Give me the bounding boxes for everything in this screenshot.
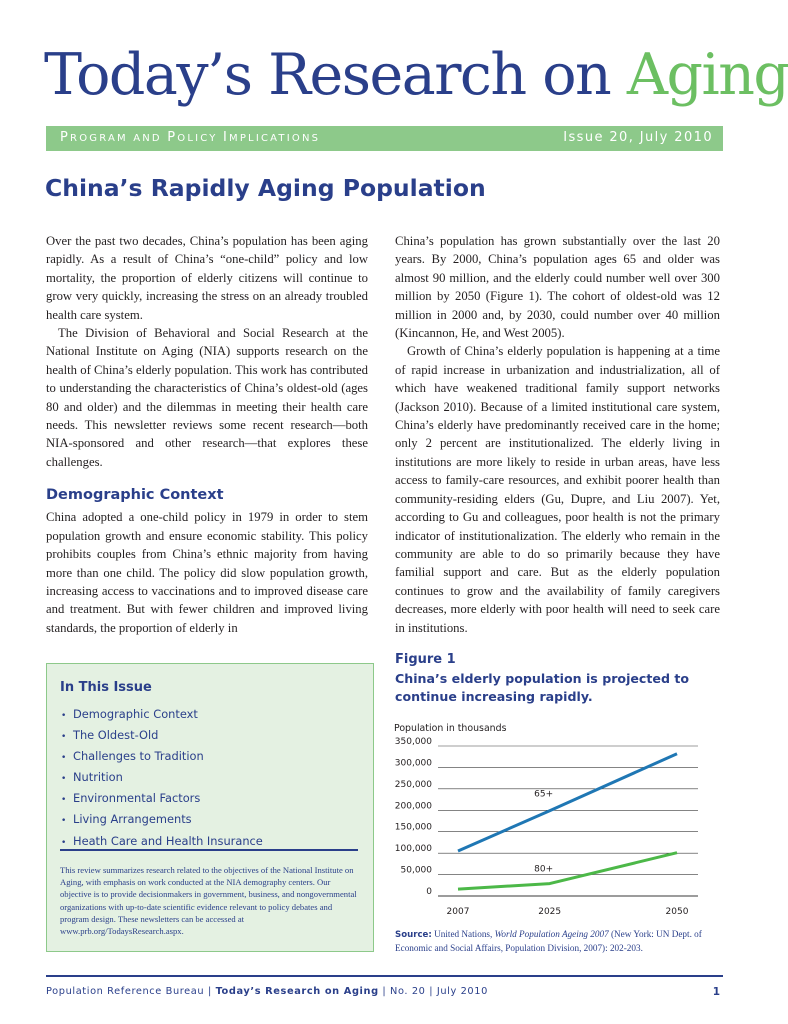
in-this-issue-item-label: The Oldest-Old (73, 728, 159, 743)
footer (46, 986, 488, 997)
in-this-issue-box (46, 663, 374, 952)
bullet-icon: • (61, 732, 67, 743)
series-line (458, 853, 677, 889)
figure-caption: China’s elderly population is projected to continue increasing rapidly. (395, 671, 690, 704)
paragraph: China’s population has grown substantially over the last 20 years. By 2000, China’s population ages 65 and older was almost 90 million, and the elderly could number well over 300 million by 2050 (Figure 1). The cohort of oldest-old was 12 million in 2000 and, by 2030, could number over 40 million (Kincannon, He, and West 2005). (395, 234, 720, 341)
masthead-main: Today’s Research on (44, 42, 611, 108)
y-tick-label: 300,000 (394, 758, 432, 769)
paragraph: The Division of Behavioral and Social Research at the National Institute on Aging (NIA) supports research on the health of China’s elderly population. This work has contributed to understanding the characteristics of China’s oldest-old (ages 80 and older) and the dilemmas in meeting their health care needs. This newsletter reviews some recent research—both NIA-sponsored and other research—that explores these challenges. (46, 326, 368, 469)
masthead-title (44, 40, 788, 110)
source-text: United Nations, (434, 929, 493, 939)
bullet-icon: • (61, 753, 67, 764)
page-number: 1 (712, 986, 720, 998)
footer-org: Population Reference Bureau (46, 986, 205, 997)
banner-word: MPLICATIONS (229, 133, 321, 144)
in-this-issue-item (61, 789, 263, 810)
footer-issue-number: No. 20 (390, 986, 426, 997)
in-this-issue-note: This review summarizes research related to the objectives of the National Institute on Aging, with emphasis on work conducted at the NIA demography centers. Our objective is to provide decisionmakers in government, business, and nongovernmental organizations with up-to-date scientific evidence relevant to policy debates and program design. These newsletters can be accessed at www.prb.org/TodaysResearch.aspx. (60, 865, 357, 937)
y-axis-label: Population in thousands (394, 723, 507, 734)
page-title: China’s Rapidly Aging Population (45, 174, 486, 202)
y-tick-label: 200,000 (394, 801, 432, 812)
bullet-icon: • (61, 774, 67, 785)
in-this-issue-item (61, 705, 263, 726)
series-label: 80+ (534, 864, 554, 875)
banner-initial: I (222, 130, 229, 145)
in-this-issue-item-label: Environmental Factors (73, 791, 201, 806)
footer-date: July 2010 (436, 986, 488, 997)
in-this-issue-list (61, 705, 263, 853)
in-this-issue-title: In This Issue (60, 680, 152, 695)
masthead-accent: Aging (626, 42, 788, 108)
population-line-chart (390, 718, 720, 923)
footer-divider (46, 975, 723, 977)
left-column (46, 232, 368, 637)
y-tick-label: 100,000 (394, 844, 432, 855)
banner-initial: P (167, 130, 178, 145)
banner (46, 126, 723, 151)
source-label: Source: (395, 930, 432, 940)
x-tick-label: 2050 (665, 907, 689, 917)
figure-source (395, 928, 725, 954)
in-this-issue-item (61, 726, 263, 747)
bullet-icon: • (61, 837, 67, 848)
in-this-issue-item-label: Nutrition (73, 770, 123, 785)
x-tick-label: 2007 (446, 907, 470, 917)
in-this-issue-item-label: Living Arrangements (73, 812, 192, 827)
series-line (458, 754, 677, 851)
y-tick-label: 150,000 (394, 822, 432, 833)
banner-word: ROGRAM AND (70, 133, 168, 144)
in-this-issue-item (61, 747, 263, 768)
in-this-issue-item (61, 768, 263, 789)
series-label: 65+ (534, 789, 554, 800)
footer-separator: | (429, 986, 434, 997)
figure-label: Figure 1 (395, 652, 456, 667)
right-column (395, 232, 720, 637)
bullet-icon: • (61, 816, 67, 827)
paragraph: China adopted a one-child policy in 1979 in order to stem population growth and ensure economic stability. This policy prohibits couples from China’s ethnic majority from having more than one child. The policy did slow population growth, increasing access to vaccinations and to improved disease care and treatment. But with fewer children and improved living standards, the proportion of elderly in (46, 510, 368, 635)
paragraph: Growth of China’s elderly population is happening at a time of rapid increase in urbanization and industrialization, all of which have weakened traditional family support networks (Jackson 2010). Because of a limited institutional care system, China’s elderly have predominantly received care in the home; only 2 percent are institutionalized. The elderly living in institutions are more likely to reside in urban areas, have less access to family-care resources, and exhibit poorer health than community-residing elders (Gu, Dupre, and Liu 2007). Yet, according to Gu and colleagues, poor health is not the primary indicator of institutionalization. The elderly who remain in the community are able to do so primarily because they have familial support and care. But as the elderly population continues to grow and the availability of family caregivers decreases, more elderly with poor health will need to seek care in institutions. (395, 344, 720, 635)
banner-issue: Issue 20, July 2010 (563, 130, 713, 145)
y-tick-label: 50,000 (400, 865, 432, 876)
in-this-issue-item (61, 810, 263, 831)
section-heading: Demographic Context (46, 487, 224, 504)
banner-word: OLICY (177, 133, 223, 144)
bullet-icon: • (61, 795, 67, 806)
in-this-issue-item-label: Demographic Context (73, 707, 198, 721)
bullet-icon: • (61, 711, 67, 721)
banner-initial: P (60, 130, 71, 145)
footer-separator: | (382, 986, 387, 997)
x-tick-label: 2025 (538, 907, 562, 917)
source-title: World Population Ageing 2007 (494, 929, 609, 939)
y-tick-label: 0 (426, 887, 432, 897)
footer-separator: | (207, 986, 212, 997)
footer-publication: Today’s Research on Aging (215, 986, 379, 997)
y-tick-label: 250,000 (394, 779, 432, 790)
y-tick-label: 350,000 (394, 737, 432, 747)
paragraph: Over the past two decades, China’s population has been aging rapidly. As a result of China’s “one-child” policy and low mortality, the proportion of elderly citizens will continue to grow very quickly, increasing the stress on an already troubled health care system. (46, 234, 368, 322)
banner-program-label (60, 130, 320, 145)
source-text: (New York: UN Dept. of Economic and Social Affairs, Population Division, 2007): 202-203. (395, 929, 702, 953)
in-this-issue-item-label: Challenges to Tradition (73, 749, 204, 764)
in-this-issue-item-label: Heath Care and Health Insurance (73, 833, 263, 848)
divider (60, 849, 358, 851)
